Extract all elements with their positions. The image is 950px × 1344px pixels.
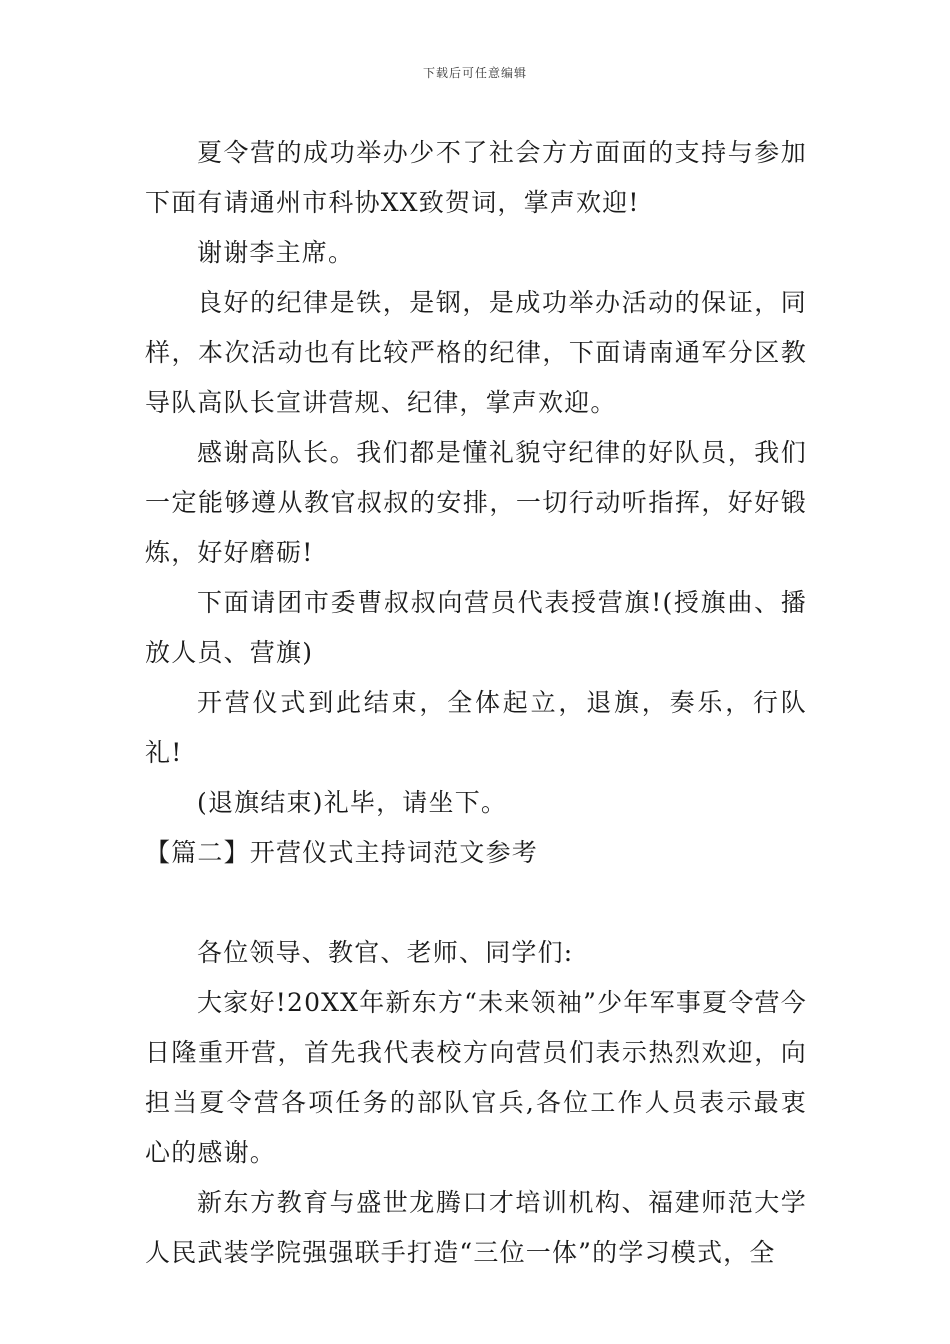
- paragraph-2: 谢谢李主席。: [197, 238, 355, 267]
- paragraph-8: 各位领导、教官、老师、同学们:: [197, 938, 574, 967]
- paragraph-6: 开营仪式到此结束，全体起立，退旗，奏乐，行队礼!: [145, 688, 807, 767]
- paragraph-1: 夏令营的成功举办少不了社会方方面面的支持与参加下面有请通州市科协XX致贺词，掌声欢迎!: [145, 138, 807, 217]
- paragraph-10: 新东方教育与盛世龙腾口才培训机构、福建师范大学人民武装学院强强联手打造“三位一体”的学习模式，全: [145, 1188, 807, 1267]
- section-heading: 【篇二】开营仪式主持词范文参考: [145, 838, 539, 867]
- paragraph-5: 下面请团市委曹叔叔向营员代表授营旗!(授旗曲、播放人员、营旗): [145, 588, 807, 667]
- document-body: [145, 128, 807, 1278]
- paragraph-3: 良好的纪律是铁，是钢，是成功举办活动的保证，同样，本次活动也有比较严格的纪律，下面请南通军分区教导队高队长宣讲营规、纪律，掌声欢迎。: [145, 288, 807, 417]
- paragraph-9: 大家好!20XX年新东方“未来领袖”少年军事夏令营今日隆重开营，首先我代表校方向营员们表示热烈欢迎，向担当夏令营各项任务的部队官兵,各位工作人员表示最衷心的感谢。: [145, 988, 807, 1167]
- page-header-note: 下载后可任意编辑: [422, 66, 527, 80]
- section-spacer: [145, 878, 807, 928]
- paragraph-4: 感谢高队长。我们都是懂礼貌守纪律的好队员，我们一定能够遵从教官叔叔的安排，一切行动听指挥，好好锻炼，好好磨砺!: [145, 438, 807, 567]
- paragraph-7: (退旗结束)礼毕，请坐下。: [197, 788, 508, 817]
